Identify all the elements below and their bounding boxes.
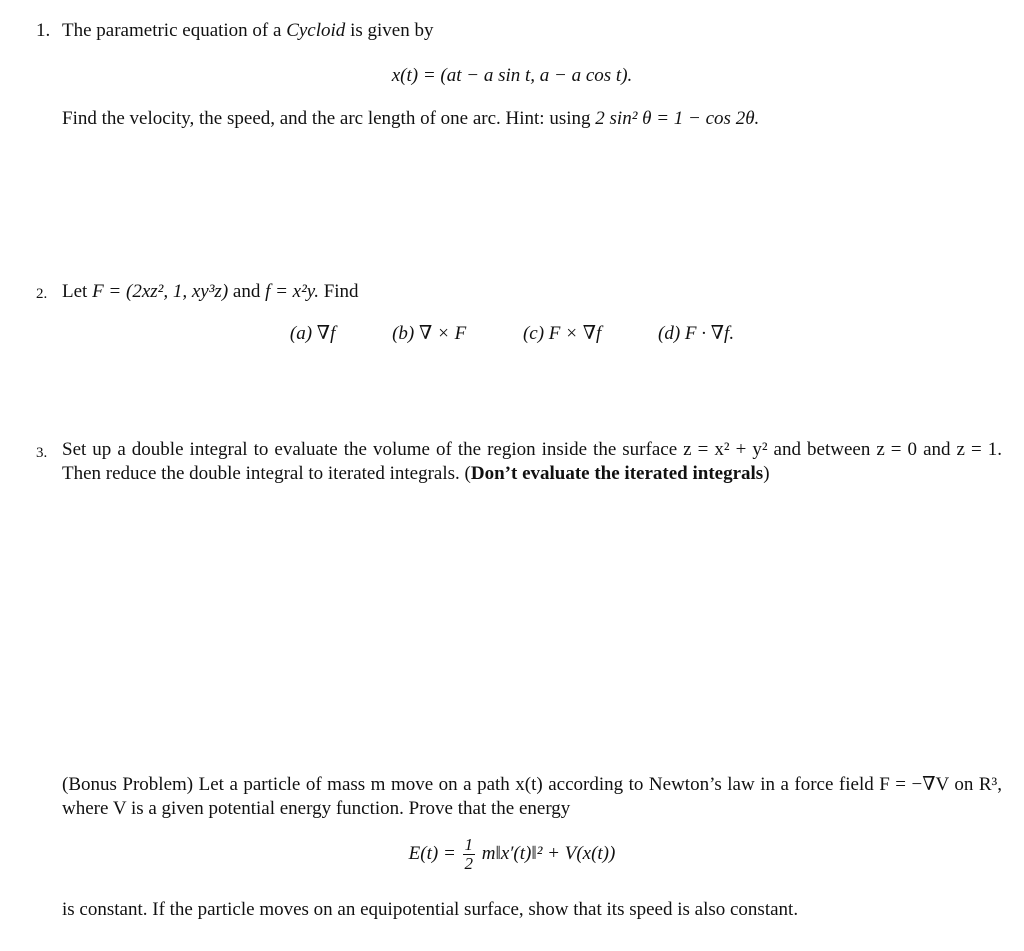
frac-numerator: 1 xyxy=(464,835,474,854)
find-word: Find xyxy=(323,281,359,302)
part-c: (c) F × ∇f xyxy=(522,323,602,344)
intro-suffix: is given by xyxy=(350,20,434,41)
and-word: and xyxy=(232,281,261,302)
let-word: Let xyxy=(62,281,88,302)
bonus-body: Let a particle of mass m move on a path x(t) according to Newton’s law in a force field F = −∇V on R³, where V is a given potential energy function. Prove that the energy xyxy=(62,774,1003,819)
problem-2-statement xyxy=(62,280,1002,304)
problem-1-intro xyxy=(62,19,1002,43)
part-a: (a) ∇f xyxy=(289,323,336,344)
cycloid-term: Cycloid xyxy=(286,20,346,41)
intro-prefix: The parametric equation of a xyxy=(62,20,282,41)
problem-3-text xyxy=(62,438,1002,486)
problem-1-number: 1. xyxy=(36,20,51,41)
problem-3-bold-note: Don’t evaluate the iterated integrals xyxy=(470,463,764,484)
problem-2-number: 2. xyxy=(36,286,48,302)
cycloid-equation: x(t) = (at − a sin t, a − a cos t). xyxy=(391,65,633,86)
bonus-label: (Bonus Problem) xyxy=(62,774,194,795)
F-definition: F = (2xz², 1, xy³z) xyxy=(92,281,229,302)
problem-1-question xyxy=(62,107,1002,131)
energy-lhs: E(t) = xyxy=(408,842,456,864)
part-b: (b) ∇ × F xyxy=(392,323,467,344)
bonus-text xyxy=(62,773,1002,821)
problem-3-close: ) xyxy=(763,463,770,484)
problem-2-parts xyxy=(0,322,1024,346)
f-definition: f = x²y. xyxy=(265,281,319,302)
frac-denominator: 2 xyxy=(464,854,474,873)
energy-equation xyxy=(0,836,1024,873)
question-text: Find the velocity, the speed, and the arc length of one arc. Hint: using xyxy=(62,108,591,129)
energy-rhs: m‖x′(t)‖² + V(x(t)) xyxy=(481,842,616,864)
hint-formula: 2 sin² θ = 1 − cos 2θ. xyxy=(595,108,760,129)
problem-3-number: 3. xyxy=(36,445,48,461)
bonus-conclusion: is constant. If the particle moves on an equipotential surface, show that its speed is also constant. xyxy=(62,899,799,920)
part-d: (d) F · ∇f. xyxy=(658,323,735,344)
one-half-fraction xyxy=(463,836,476,873)
problem-3-body: Set up a double integral to evaluate the volume of the region inside the surface z = x² + y² and between z = 0 and z = 1. Then reduce the double integral to iterated integrals. ( xyxy=(62,439,1002,484)
